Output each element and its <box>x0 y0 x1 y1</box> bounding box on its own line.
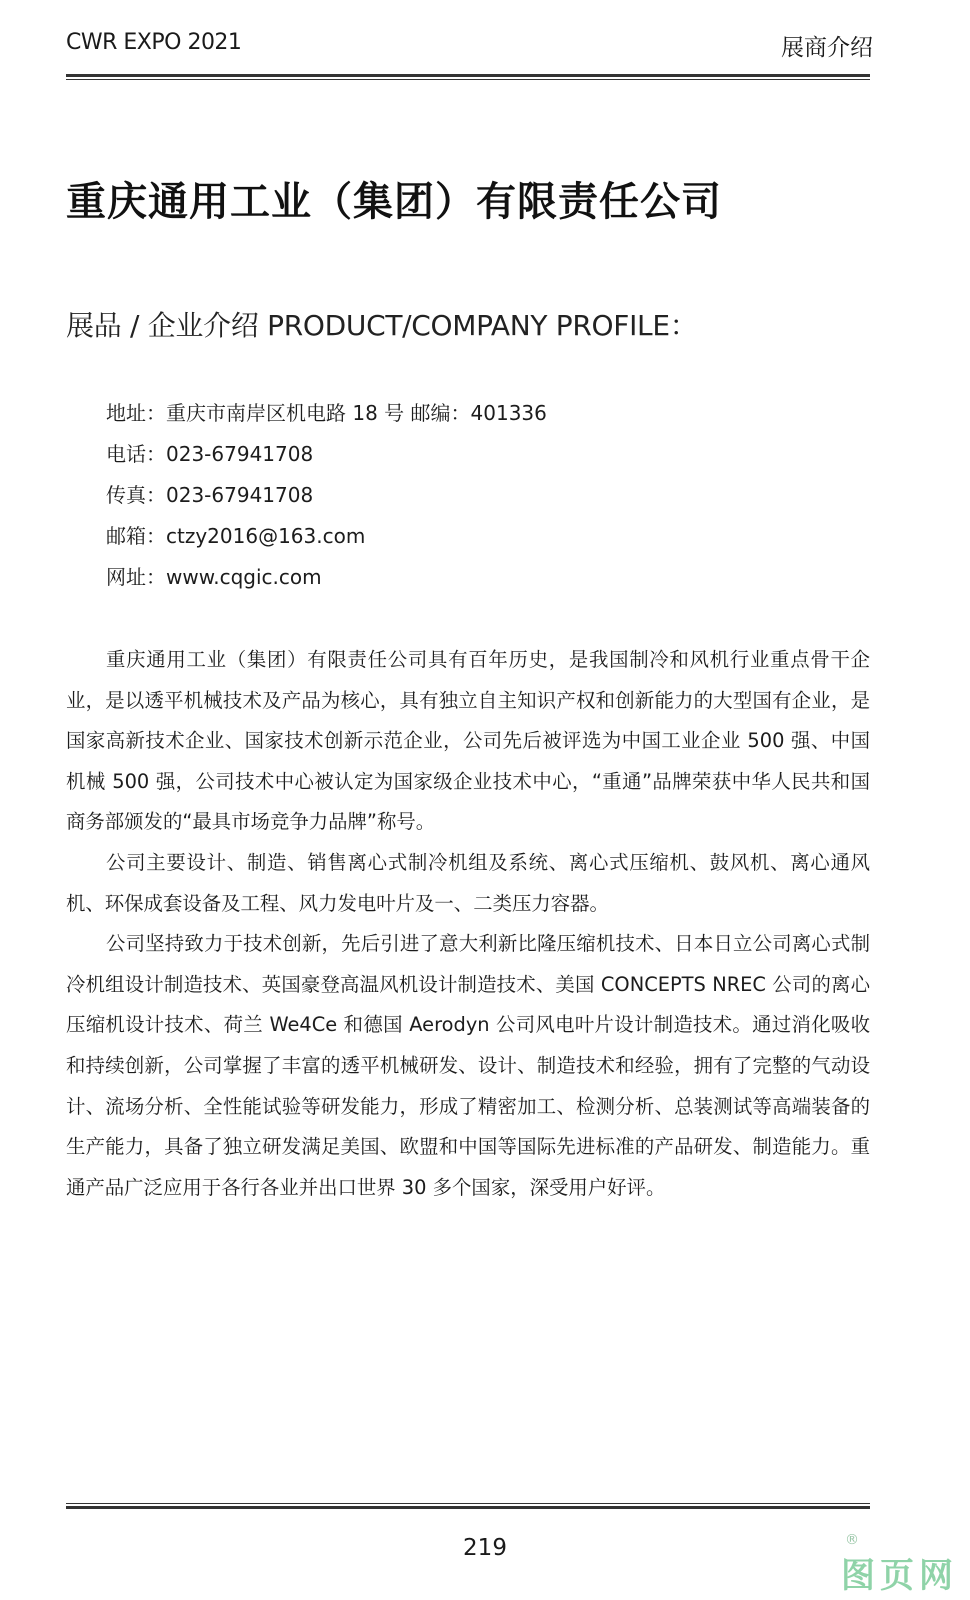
paragraph-innovation: 公司坚持致力于技术创新，先后引进了意大利新比隆压缩机技术、日本日立公司离心式制冷机组设计制造技术、英国豪登高温风机设计制造技术、美国 CONCEPTS NREC 公司的离心压缩机设计技术、荷兰 We4Ce 和德国 Aerodyn 公司风电叶片设计制造技术。通过消化吸收和持续创新，公司掌握了丰富的透平机械研发、设计、制造技术和经验，拥有了完整的气动设计、流场分析、全性能试验等研发能力，形成了精密加工、检测分析、总装测试等高端装备的生产能力，具备了独立研发满足美国、欧盟和中国等国际先进标准的产品研发、制造能力。重通产品广泛应用于各行各业并出口世界 30 多个国家，深受用户好评。 <box>66 932 870 1199</box>
contact-website: 网址：www.cqgic.com <box>106 565 322 589</box>
paragraph-products: 公司主要设计、制造、销售离心式制冷机组及系统、离心式压缩机、鼓风机、离心通风机、环保成套设备及工程、风力发电叶片及一、二类压力容器。 <box>66 850 870 915</box>
header-right-section: 展商介绍 <box>781 35 873 61</box>
registered-mark: ® <box>845 1532 859 1548</box>
footer-divider <box>66 1503 870 1509</box>
company-description <box>66 640 870 1208</box>
header-divider <box>66 74 870 80</box>
header-left-title: CWR EXPO 2021 <box>66 30 242 55</box>
contact-address: 地址：重庆市南岸区机电路 18 号 邮编：401336 <box>106 401 547 425</box>
contact-list <box>106 398 547 603</box>
company-name: 重庆通用工业（集团）有限责任公司 <box>66 179 722 225</box>
watermark-text: 图页网 <box>841 1556 958 1596</box>
watermark-logo <box>841 1532 958 1597</box>
contact-phone: 电话：023-67941708 <box>106 442 314 466</box>
contact-email: 邮箱：ctzy2016@163.com <box>106 524 366 548</box>
contact-fax: 传真：023-67941708 <box>106 483 314 507</box>
paragraph-history: 重庆通用工业（集团）有限责任公司具有百年历史，是我国制冷和风机行业重点骨干企业，是以透平机械技术及产品为核心，具有独立自主知识产权和创新能力的大型国有企业，是国家高新技术企业、国家技术创新示范企业，公司先后被评选为中国工业企业 500 强、中国机械 500 强，公司技术中心被认定为国家级企业技术中心，“重通”品牌荣获中华人民共和国商务部颁发的“最具市场竞争力品牌”称号。 <box>66 648 870 834</box>
section-heading: 展品 / 企业介绍 PRODUCT/COMPANY PROFILE： <box>66 309 698 342</box>
page-number: 219 <box>463 1535 507 1561</box>
